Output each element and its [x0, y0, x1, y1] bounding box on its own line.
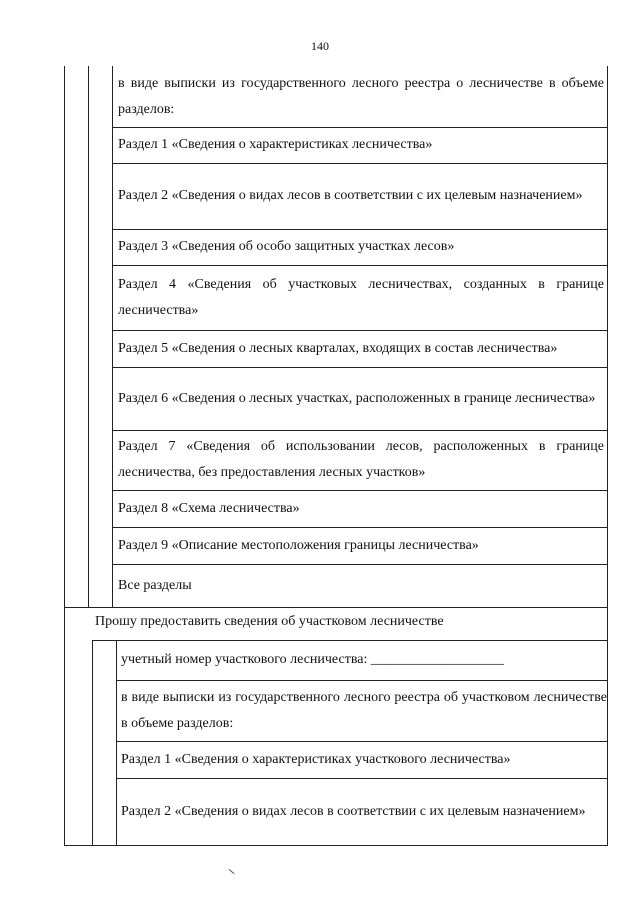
- lesnichestvo-section-6: Раздел 6 «Сведения о лесных участках, расположенных в границе лесничества»: [118, 390, 596, 406]
- lesnichestvo-section-2: Раздел 2 «Сведения о видах лесов в соответствии с их целевым назначением»: [118, 188, 583, 203]
- checkbox-cell[interactable]: [93, 641, 116, 845]
- lesnichestvo-intro: в виде выписки из государственного лесного реестра о лесничестве в объеме разделов:: [118, 75, 604, 117]
- uchastkovoe-section-1: Раздел 1 «Сведения о характеристиках участкового лесничества»: [121, 751, 511, 767]
- uchastkovoe-intro: в виде выписки из государственного лесного реестра об участковом лесничестве в объеме разделов:: [121, 689, 607, 731]
- lesnichestvo-section-8: Раздел 8 «Схема лесничества»: [118, 500, 300, 516]
- checkbox-column-inner-border-top: [112, 66, 113, 607]
- table-right-border: [607, 66, 608, 845]
- table-left-border: [64, 66, 65, 845]
- lesnichestvo-all-sections: Все разделы: [118, 577, 192, 593]
- lesnichestvo-section-5: Раздел 5 «Сведения о лесных кварталах, входящих в состав лесничества»: [118, 340, 558, 356]
- uchastkovoe-section-2: Раздел 2 «Сведения о видах лесов в соответствии с их целевым назначением»: [121, 803, 586, 819]
- lesnichestvo-section-1: Раздел 1 «Сведения о характеристиках лесничества»: [118, 137, 433, 152]
- lesnichestvo-section-7: Раздел 7 «Сведения об использовании лесов, расположенных в границе лесничества, без предоставления лесных участков»: [118, 439, 604, 480]
- lesnichestvo-section-3: Раздел 3 «Сведения об особо защитных участках лесов»: [118, 239, 455, 254]
- lesnichestvo-section-4: Раздел 4 «Сведения об участковых лесничествах, созданных в границе лесничества»: [118, 276, 604, 318]
- table-bottom-border: [64, 845, 608, 846]
- checkbox-column-inner-border-bottom: [116, 640, 117, 845]
- checkbox-cell[interactable]: [89, 67, 112, 607]
- lesnichestvo-section-9: Раздел 9 «Описание местоположения границы лесничества»: [118, 537, 479, 553]
- uchastkovoe-request: Прошу предоставить сведения об участковом лесничестве: [95, 614, 444, 629]
- uchastkovoe-account-number: учетный номер участкового лесничества: ___________________: [121, 652, 504, 667]
- scan-mark: [228, 869, 234, 874]
- page-number: 140: [311, 39, 329, 53]
